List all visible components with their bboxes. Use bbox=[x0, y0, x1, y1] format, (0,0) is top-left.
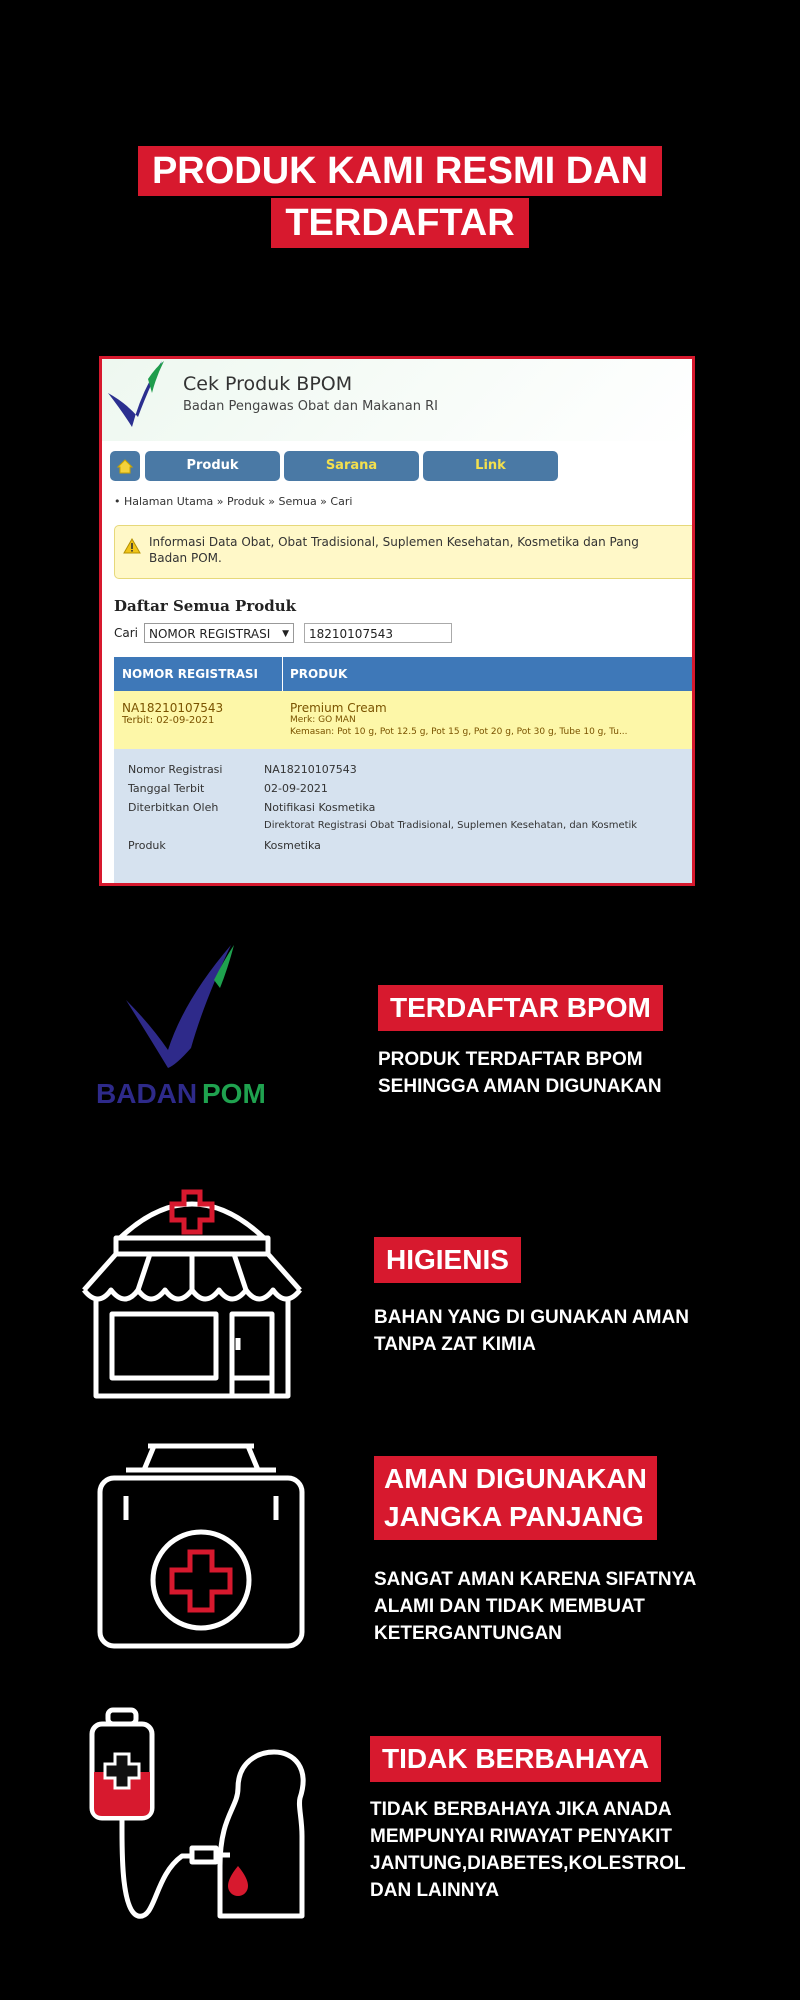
bpom-screenshot bbox=[99, 356, 695, 886]
info-notice bbox=[114, 525, 695, 579]
col-header-reg: NOMOR REGISTRASI bbox=[122, 667, 259, 681]
bpom-site-subtitle: Badan Pengawas Obat dan Makanan RI bbox=[183, 399, 438, 414]
logo-text-pom: POM bbox=[202, 1078, 266, 1109]
pharmacy-store-icon bbox=[80, 1178, 304, 1400]
feature-2-desc-line-1: BAHAN YANG DI GUNAKAN AMAN bbox=[374, 1307, 689, 1328]
detail-product-value: Kosmetika bbox=[264, 839, 321, 852]
detail-directorate: Direktorat Registrasi Obat Tradisional, Suplemen Kesehatan, dan Kosmetik bbox=[264, 820, 638, 831]
search-type-value: NOMOR REGISTRASI bbox=[149, 627, 271, 641]
col-header-product: PRODUK bbox=[290, 667, 348, 681]
feature-4-desc-line-4: DAN LAINNYA bbox=[370, 1880, 500, 1901]
header-line-2: TERDAFTAR bbox=[271, 198, 528, 248]
feature-3-title-line-1: AMAN DIGUNAKAN bbox=[384, 1463, 647, 1494]
row-product: Premium Cream bbox=[290, 701, 387, 715]
chevron-down-icon: ▼ bbox=[282, 629, 289, 639]
feature-4-desc-line-1: TIDAK BERBAHAYA JIKA ANADA bbox=[370, 1799, 672, 1820]
search-input[interactable]: 18210107543 bbox=[304, 623, 452, 643]
feature-3-desc-line-2: ALAMI DAN TIDAK MEMBUAT bbox=[374, 1596, 645, 1617]
feature-1-title: TERDAFTAR BPOM bbox=[378, 985, 663, 1031]
nav-link[interactable]: Link bbox=[423, 451, 558, 481]
feature-2-desc bbox=[374, 1304, 689, 1358]
nav-sarana[interactable]: Sarana bbox=[284, 451, 419, 481]
search-label: Cari bbox=[114, 626, 138, 640]
bpom-logo-icon bbox=[96, 940, 276, 1110]
row-reg-no: NA18210107543 bbox=[122, 701, 224, 715]
bpom-site-title: Cek Produk BPOM bbox=[183, 373, 353, 395]
feature-2-desc-line-2: TANPA ZAT KIMIA bbox=[374, 1334, 536, 1355]
page-header bbox=[0, 146, 800, 250]
detail-product-label: Produk bbox=[128, 839, 166, 852]
breadcrumb: • Halaman Utama » Produk » Semua » Cari bbox=[114, 495, 353, 508]
col-divider bbox=[282, 657, 283, 691]
bpom-mini-logo-icon bbox=[104, 359, 168, 433]
feature-3-desc-line-3: KETERGANTUNGAN bbox=[374, 1623, 562, 1644]
feature-3-title bbox=[374, 1456, 657, 1540]
medical-kit-icon bbox=[96, 1440, 306, 1650]
notice-line-2: Badan POM. bbox=[149, 551, 222, 565]
search-type-select[interactable] bbox=[144, 623, 294, 643]
blood-transfusion-icon bbox=[88, 1706, 308, 1924]
home-icon bbox=[110, 451, 140, 481]
row-terbit: Terbit: 02-09-2021 bbox=[122, 715, 215, 726]
detail-reg-value: NA18210107543 bbox=[264, 763, 357, 776]
feature-3-desc-line-1: SANGAT AMAN KARENA SIFATNYA bbox=[374, 1569, 697, 1590]
detail-date-value: 02-09-2021 bbox=[264, 782, 328, 795]
detail-by-label: Diterbitkan Oleh bbox=[128, 801, 219, 814]
feature-3-title-line-2: JANGKA PANJANG bbox=[384, 1501, 644, 1532]
detail-by-value: Notifikasi Kosmetika bbox=[264, 801, 376, 814]
notice-line-1: Informasi Data Obat, Obat Tradisional, Suplemen Kesehatan, Kosmetika dan Pang bbox=[149, 535, 639, 549]
feature-4-desc-line-2: MEMPUNYAI RIWAYAT PENYAKIT bbox=[370, 1826, 672, 1847]
detail-panel bbox=[114, 749, 695, 886]
feature-4-desc bbox=[370, 1796, 686, 1904]
header-line-1: PRODUK KAMI RESMI DAN bbox=[138, 146, 662, 196]
feature-4-title: TIDAK BERBAHAYA bbox=[370, 1736, 661, 1782]
home-button[interactable] bbox=[110, 451, 140, 481]
section-title: Daftar Semua Produk bbox=[114, 597, 297, 615]
feature-4-desc-line-3: JANTUNG,DIABETES,KOLESTROL bbox=[370, 1853, 686, 1874]
feature-3-desc bbox=[374, 1566, 696, 1647]
nav-produk[interactable]: Produk bbox=[145, 451, 280, 481]
feature-1-desc-line-1: PRODUK TERDAFTAR BPOM bbox=[378, 1049, 643, 1070]
warning-icon bbox=[123, 538, 141, 554]
table-header bbox=[114, 657, 695, 691]
logo-text-badan: BADAN bbox=[96, 1078, 198, 1109]
detail-date-label: Tanggal Terbit bbox=[128, 782, 205, 795]
feature-2-title: HIGIENIS bbox=[374, 1237, 521, 1283]
table-row[interactable] bbox=[114, 691, 695, 749]
detail-reg-label: Nomor Registrasi bbox=[128, 763, 223, 776]
bpom-site-header bbox=[102, 359, 692, 441]
row-kemasan: Kemasan: Pot 10 g, Pot 12.5 g, Pot 15 g, Pot 20 g, Pot 30 g, Tube 10 g, Tu... bbox=[290, 727, 628, 737]
feature-1-desc bbox=[378, 1046, 662, 1100]
row-merk: Merk: GO MAN bbox=[290, 715, 356, 725]
feature-1-desc-line-2: SEHINGGA AMAN DIGUNAKAN bbox=[378, 1076, 662, 1097]
